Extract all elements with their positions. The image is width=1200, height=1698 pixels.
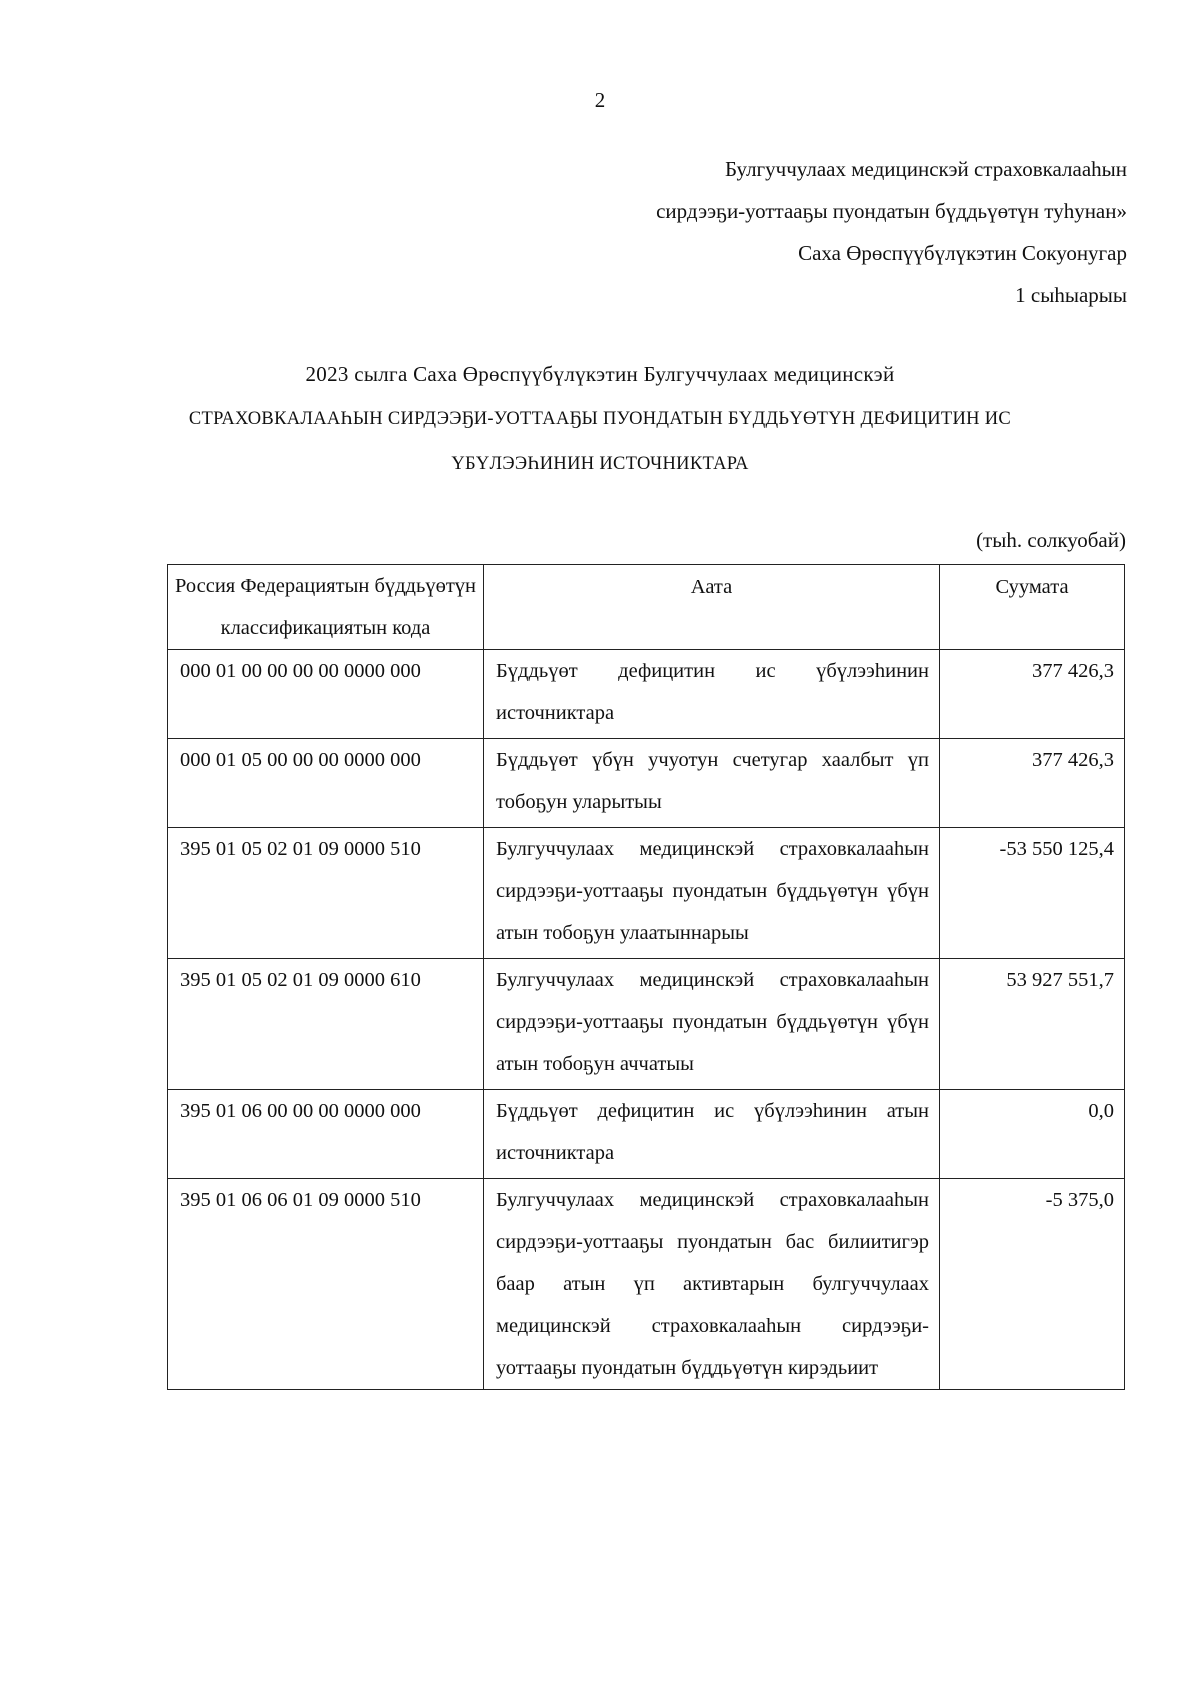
sources-table [167,564,1125,1390]
cell-code: 395 01 05 02 01 09 0000 610 [168,959,484,1090]
cell-code: 000 01 00 00 00 00 0000 000 [168,650,484,739]
table-row [168,959,1125,1090]
cell-name: Бүддьүөт үбүн учуотун счетугар хаалбыт үп тобоҕун уларытыы [484,739,940,828]
table-header-row [168,565,1125,650]
header-line: Булгуччулаах медицинскэй страховкалааһын [724,157,1127,181]
cell-sum: -5 375,0 [940,1179,1125,1390]
header-line: 1 сыһыарыы [1015,283,1127,307]
cell-name: Булгуччулаах медицинскэй страховкалааһын сирдээҕи-уоттааҕы пуондатын бүддьүөтүн үбүн атын тобоҕун улаатыннарыы [484,828,940,959]
cell-sum: 377 426,3 [940,739,1125,828]
document-header [427,148,1127,316]
units-label: (тыһ. солкуобай) [976,528,1126,552]
table-row [168,828,1125,959]
cell-code: 000 01 05 00 00 00 0000 000 [168,739,484,828]
document-title [160,352,1040,487]
header-sum: Суумата [940,565,1125,650]
cell-name: Бүддьүөт дефицитин ис үбүлээһинин атын источниктара [484,1090,940,1179]
title-line: ҮБҮЛЭЭҺИНИН ИСТОЧНИКТАРА [451,454,749,474]
cell-name: Бүддьүөт дефицитин ис үбүлээһинин источниктара [484,650,940,739]
header-line: Саха Өрөспүүбүлүкэтин Сокуонугар [798,241,1127,265]
title-line: 2023 сылга Саха Өрөспүүбүлүкэтин Булгуччулаах медицинскэй [305,362,895,386]
table-row [168,1179,1125,1390]
cell-name: Булгуччулаах медицинскэй страховкалааһын сирдээҕи-уоттааҕы пуондатын бас билиитигэр баар атын үп активтарын булгуччулаах медицинскэй страховкалааһын сирдээҕи-уоттааҕы пуондатын бүддьүөтүн кирэдьиит [484,1179,940,1390]
cell-code: 395 01 06 00 00 00 0000 000 [168,1090,484,1179]
table-row [168,1090,1125,1179]
cell-sum: -53 550 125,4 [940,828,1125,959]
cell-code: 395 01 05 02 01 09 0000 510 [168,828,484,959]
table-row [168,739,1125,828]
header-code: Россия Федерациятын бүддьүөтүн классификациятын кода [168,565,484,650]
title-line: СТРАХОВКАЛААҺЫН СИРДЭЭҔИ-УОТТААҔЫ ПУОНДАТЫН БҮДДЬҮӨТҮН ДЕФИЦИТИН ИС [188,409,1012,429]
page-number: 2 [594,88,606,112]
cell-name: Булгуччулаах медицинскэй страховкалааһын сирдээҕи-уоттааҕы пуондатын бүддьүөтүн үбүн атын тобоҕун аччатыы [484,959,940,1090]
table-row [168,650,1125,739]
header-line: сирдээҕи-уоттааҕы пуондатын бүддьүөтүн туһунан» [656,199,1127,223]
cell-sum: 377 426,3 [940,650,1125,739]
cell-sum: 53 927 551,7 [940,959,1125,1090]
cell-code: 395 01 06 06 01 09 0000 510 [168,1179,484,1390]
cell-sum: 0,0 [940,1090,1125,1179]
header-name: Аата [484,565,940,650]
